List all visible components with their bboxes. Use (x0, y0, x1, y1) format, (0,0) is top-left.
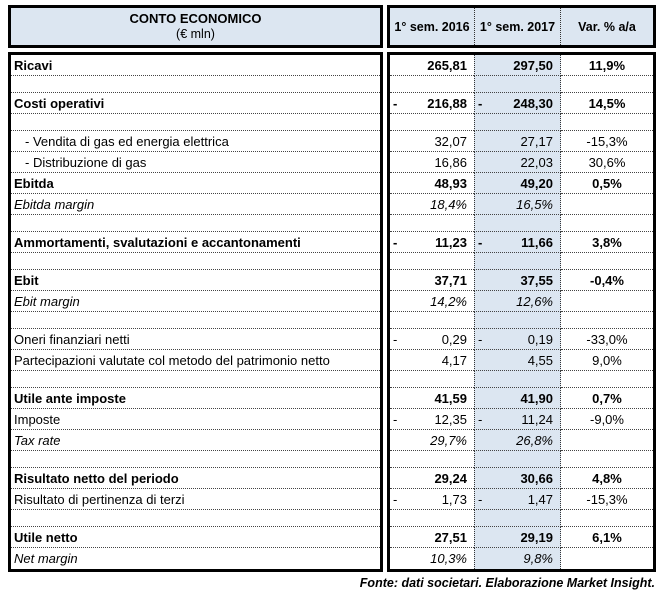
value-var-pct (561, 468, 653, 489)
value-sem-2016 (390, 270, 474, 291)
value-sem-2017 (474, 312, 561, 329)
row-label-text: Net margin (14, 551, 78, 566)
row-values (390, 468, 653, 489)
column-header-var-pct: Var. % a/a (578, 19, 636, 34)
row-label-text: - Distribuzione di gas (25, 154, 147, 170)
value-sem-2016 (390, 388, 474, 409)
cell-value: 41,59 (434, 390, 467, 406)
value-var-pct (561, 430, 653, 451)
row-values (390, 291, 653, 312)
cell-value: 248,30 (513, 95, 553, 111)
value-var-pct (561, 409, 653, 430)
value-sem-2017 (474, 371, 561, 388)
cell-value: 27,17 (520, 133, 553, 149)
cell-value: 10,3% (430, 551, 467, 566)
cell-value: 6,1% (592, 529, 622, 545)
value-sem-2016 (390, 253, 474, 270)
income-statement-table (8, 5, 656, 572)
value-var-pct (561, 329, 653, 350)
negative-sign: - (393, 95, 398, 111)
cell-value: 29,19 (520, 529, 553, 545)
cell-value: 0,29 (441, 331, 467, 347)
value-sem-2016 (390, 76, 474, 93)
table-title: CONTO ECONOMICO (129, 10, 262, 26)
cell-value: -15,3% (586, 133, 628, 149)
negative-sign: - (393, 491, 398, 507)
value-sem-2017 (474, 253, 561, 270)
row-label-text: Ebit margin (14, 293, 80, 309)
row-values (390, 173, 653, 194)
cell-value: 0,5% (592, 175, 622, 191)
spacer-row (11, 76, 380, 93)
negative-sign: - (393, 234, 398, 250)
value-sem-2016 (390, 232, 474, 253)
cell-value: 297,50 (513, 57, 553, 73)
value-sem-2017 (474, 131, 561, 152)
value-sem-2017 (474, 194, 561, 215)
cell-value: 4,55 (527, 352, 553, 368)
negative-sign: - (478, 234, 483, 250)
value-sem-2017 (474, 152, 561, 173)
cell-value: 48,93 (434, 175, 467, 191)
value-sem-2017 (474, 510, 561, 527)
row-values-section (387, 52, 656, 572)
cell-value: -9,0% (590, 411, 624, 427)
row-label-text: Ammortamenti, svalutazioni e accantonamenti (14, 234, 301, 250)
column-headers (387, 5, 656, 48)
cell-value: 216,88 (427, 95, 467, 111)
row-label (11, 173, 380, 194)
value-sem-2016 (390, 173, 474, 194)
value-sem-2016 (390, 548, 474, 569)
spacer-row-values (390, 76, 653, 93)
value-var-pct (561, 152, 653, 173)
negative-sign: - (478, 95, 483, 111)
value-var-pct (561, 548, 653, 569)
row-label-text: Utile ante imposte (14, 390, 126, 406)
value-sem-2017 (474, 114, 561, 131)
cell-value: 41,90 (520, 390, 553, 406)
row-values (390, 329, 653, 350)
value-sem-2016 (390, 430, 474, 451)
value-sem-2017 (474, 291, 561, 312)
cell-value: 29,24 (434, 470, 467, 486)
value-sem-2017 (474, 409, 561, 430)
spacer-row (11, 371, 380, 388)
cell-value: 9,8% (523, 551, 553, 566)
row-label (11, 468, 380, 489)
value-var-pct (561, 173, 653, 194)
value-sem-2016 (390, 510, 474, 527)
row-label-text: Ebitda margin (14, 196, 95, 212)
value-var-pct (561, 55, 653, 76)
row-label-text: - Vendita di gas ed energia elettrica (25, 133, 229, 149)
value-var-pct (561, 76, 653, 93)
cell-value: 30,6% (588, 154, 626, 170)
spacer-row-values (390, 371, 653, 388)
row-labels-section (8, 52, 383, 572)
cell-value: 11,24 (521, 411, 553, 427)
cell-value: 11,66 (521, 234, 553, 250)
row-values (390, 430, 653, 451)
negative-sign: - (393, 411, 398, 427)
cell-value: -15,3% (586, 491, 628, 507)
cell-value: 30,66 (520, 470, 553, 486)
row-values (390, 350, 653, 371)
value-sem-2016 (390, 489, 474, 510)
value-sem-2017 (474, 76, 561, 93)
cell-value: 9,0% (592, 352, 622, 368)
value-var-pct (561, 350, 653, 371)
value-sem-2016 (390, 131, 474, 152)
cell-value: 14,2% (430, 293, 467, 309)
cell-value: 0,7% (592, 390, 622, 406)
row-label (11, 152, 380, 173)
spacer-row-values (390, 510, 653, 527)
value-var-pct (561, 291, 653, 312)
spacer-row-values (390, 253, 653, 270)
cell-value: 11,23 (435, 234, 467, 250)
spacer-row-values (390, 312, 653, 329)
row-values (390, 527, 653, 548)
cell-value: 14,5% (588, 95, 626, 111)
cell-value: 26,8% (516, 432, 553, 448)
cell-value: 4,17 (441, 352, 467, 368)
spacer-row (11, 253, 380, 270)
row-values (390, 93, 653, 114)
row-label (11, 329, 380, 350)
row-label (11, 291, 380, 312)
value-var-pct (561, 194, 653, 215)
row-values (390, 55, 653, 76)
spacer-row-values (390, 451, 653, 468)
cell-value: 11,9% (588, 57, 626, 73)
spacer-row (11, 510, 380, 527)
value-sem-2016 (390, 55, 474, 76)
cell-value: 1,73 (441, 491, 467, 507)
value-sem-2017 (474, 548, 561, 569)
negative-sign: - (478, 411, 483, 427)
value-var-pct (561, 371, 653, 388)
cell-value: 18,4% (430, 196, 467, 212)
value-sem-2016 (390, 350, 474, 371)
value-var-pct (561, 114, 653, 131)
value-var-pct (561, 131, 653, 152)
cell-value: 4,8% (592, 470, 622, 486)
row-values (390, 270, 653, 291)
value-sem-2016 (390, 468, 474, 489)
value-sem-2017 (474, 527, 561, 548)
value-sem-2016 (390, 312, 474, 329)
row-label-text: Ebit (14, 272, 39, 288)
table-title-cell (8, 5, 383, 48)
cell-value: 265,81 (427, 57, 467, 73)
value-var-pct (561, 215, 653, 232)
row-label (11, 131, 380, 152)
negative-sign: - (478, 491, 483, 507)
value-var-pct (561, 232, 653, 253)
value-sem-2017 (474, 329, 561, 350)
cell-value: 16,5% (516, 196, 553, 212)
value-sem-2017 (474, 388, 561, 409)
cell-value: 32,07 (434, 133, 467, 149)
row-label-text: Risultato di pertinenza di terzi (14, 491, 185, 507)
cell-value: 12,35 (434, 411, 467, 427)
row-label (11, 548, 380, 569)
negative-sign: - (478, 331, 483, 347)
column-header-sem-2016: 1° sem. 2016 (394, 19, 470, 34)
value-sem-2016 (390, 329, 474, 350)
value-sem-2017 (474, 468, 561, 489)
value-sem-2017 (474, 270, 561, 291)
value-sem-2016 (390, 451, 474, 468)
value-sem-2017 (474, 55, 561, 76)
row-values (390, 131, 653, 152)
row-label-text: Oneri finanziari netti (14, 331, 130, 347)
cell-value: -33,0% (586, 331, 628, 347)
row-label (11, 430, 380, 451)
value-sem-2017 (474, 93, 561, 114)
row-label-text: Ricavi (14, 57, 53, 73)
row-values (390, 152, 653, 173)
value-sem-2017 (474, 215, 561, 232)
cell-value: -0,4% (590, 272, 624, 288)
row-values (390, 409, 653, 430)
cell-value: 37,71 (434, 272, 467, 288)
row-values (390, 548, 653, 569)
negative-sign: - (393, 331, 398, 347)
row-label-text: Partecipazioni valutate col metodo del patrimonio netto (14, 352, 330, 368)
value-sem-2017 (474, 489, 561, 510)
row-label-text: Utile netto (14, 529, 78, 545)
value-sem-2017 (474, 451, 561, 468)
cell-value: 16,86 (434, 154, 467, 170)
value-sem-2016 (390, 194, 474, 215)
value-sem-2016 (390, 527, 474, 548)
value-sem-2017 (474, 173, 561, 194)
row-values (390, 194, 653, 215)
row-label (11, 93, 380, 114)
row-values (390, 232, 653, 253)
spacer-row-values (390, 114, 653, 131)
value-sem-2017 (474, 430, 561, 451)
value-var-pct (561, 451, 653, 468)
value-var-pct (561, 270, 653, 291)
row-label-text: Costi operativi (14, 95, 105, 111)
row-label-text: Tax rate (14, 432, 61, 448)
cell-value: 3,8% (592, 234, 622, 250)
row-label (11, 388, 380, 409)
row-label (11, 489, 380, 510)
spacer-row-values (390, 215, 653, 232)
value-sem-2016 (390, 291, 474, 312)
row-label (11, 527, 380, 548)
value-sem-2016 (390, 152, 474, 173)
spacer-row (11, 215, 380, 232)
value-var-pct (561, 527, 653, 548)
value-sem-2016 (390, 114, 474, 131)
row-label (11, 194, 380, 215)
row-label-text: Risultato netto del periodo (14, 470, 179, 486)
column-header-sem-2017: 1° sem. 2017 (474, 8, 561, 45)
row-values (390, 388, 653, 409)
row-label-text: Ebitda (14, 175, 54, 191)
row-label (11, 55, 380, 76)
spacer-row (11, 114, 380, 131)
cell-value: 22,03 (520, 154, 553, 170)
row-label-text: Imposte (14, 411, 61, 427)
cell-value: 29,7% (430, 432, 467, 448)
cell-value: 0,19 (527, 331, 553, 347)
row-values (390, 489, 653, 510)
source-note: Fonte: dati societari. Elaborazione Market Insight. (359, 576, 655, 590)
spacer-row (11, 312, 380, 329)
row-label (11, 270, 380, 291)
value-sem-2017 (474, 350, 561, 371)
row-label (11, 232, 380, 253)
cell-value: 49,20 (520, 175, 553, 191)
row-label (11, 350, 380, 371)
value-sem-2016 (390, 409, 474, 430)
value-var-pct (561, 93, 653, 114)
value-sem-2016 (390, 93, 474, 114)
value-var-pct (561, 388, 653, 409)
value-sem-2016 (390, 215, 474, 232)
row-label (11, 409, 380, 430)
value-var-pct (561, 312, 653, 329)
spacer-row (11, 451, 380, 468)
cell-value: 27,51 (434, 529, 467, 545)
value-var-pct (561, 510, 653, 527)
table-subtitle: (€ mln) (176, 26, 215, 41)
cell-value: 37,55 (520, 272, 553, 288)
value-var-pct (561, 489, 653, 510)
value-sem-2016 (390, 371, 474, 388)
value-var-pct (561, 253, 653, 270)
value-sem-2017 (474, 232, 561, 253)
cell-value: 1,47 (527, 491, 553, 507)
cell-value: 12,6% (516, 293, 553, 309)
